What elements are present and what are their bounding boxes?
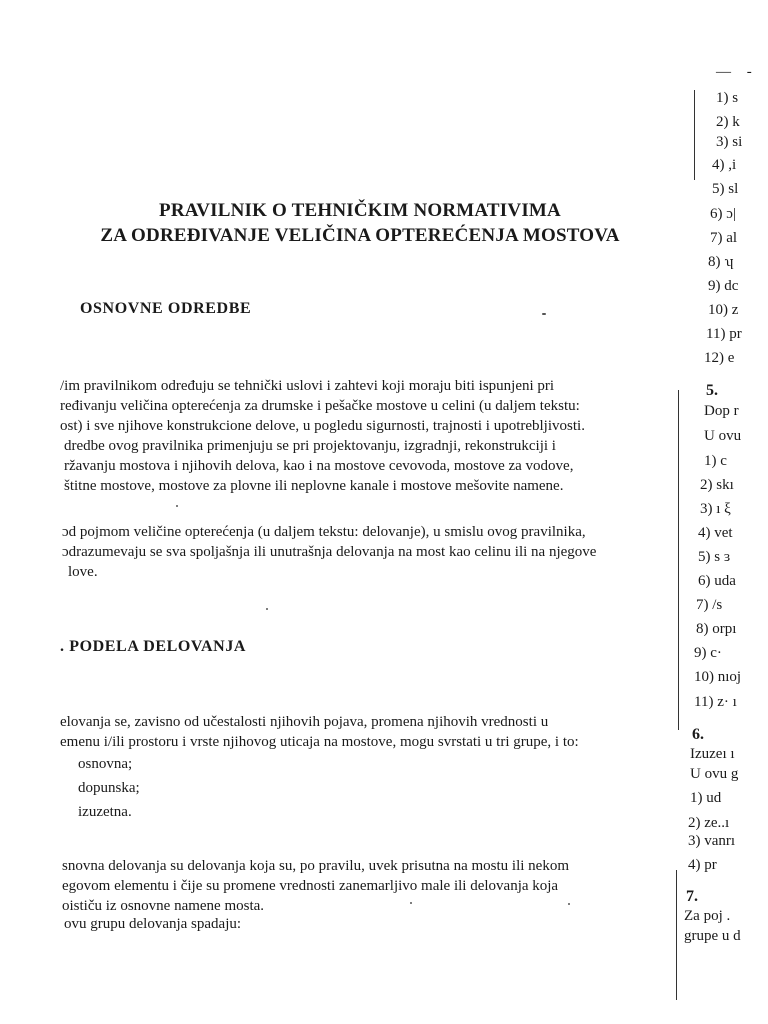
right-list-item: 8) ʮ [708, 254, 734, 270]
paragraph-4-line: elovanja se, zavisno od učestalosti njihovih pojava, promena njihovih vrednosti u [60, 714, 549, 730]
right-list-item: 10) nıoj [694, 669, 742, 685]
document-title-line-2: ZA ODREĐIVANJE VELIČINA OPTEREĆENJA MOSTOVA [100, 225, 620, 246]
right-list-item: 1) c [704, 453, 727, 469]
paragraph-5-line: egovom elementu i čije su promene vrednosti zanemarljivo male ili delovanja koja [62, 878, 559, 894]
group-item: dopunska; [78, 780, 140, 796]
section-heading-osnovne-odredbe: OSNOVNE ODREDBE [80, 300, 252, 317]
right-list-item: 11) z· ı [694, 694, 737, 710]
paragraph-1-line: ređivanju veličina opterećenja za drumske i pešačke mostove u celini (u daljem tekstu: [60, 398, 580, 414]
right-list-item: Dop r [704, 403, 739, 419]
scan-speck [542, 313, 546, 315]
document-title-line-1: PRAVILNIK O TEHNIČKIM NORMATIVIMA [159, 200, 561, 221]
scan-speck [266, 608, 268, 610]
right-list-item: 5) s ɜ [698, 549, 731, 565]
paragraph-5-line: oističu iz osnovne namene mosta. [62, 898, 265, 914]
right-list-item: 9) c· [694, 645, 722, 661]
scan-speck [410, 902, 412, 904]
right-list-item: 9) dc [708, 278, 739, 294]
right-article-number: 5. [706, 382, 718, 399]
right-list-item: 5) sl [712, 181, 739, 197]
paragraph-2-line: ržavanju mostova i njihovih delova, kao i na mostove cevovoda, mostove za vodove, [64, 458, 574, 474]
right-list-item: 11) pr [706, 326, 742, 342]
right-list-item: 2) ze..ı [688, 815, 730, 831]
scan-speck [568, 903, 570, 905]
right-list-item: 2) skı [700, 477, 734, 493]
right-article-number: 7. [686, 888, 698, 905]
paragraph-4-line: emenu i/ili prostoru i vrste njihovog uticaja na mostove, mogu svrstati u tri grupe, i to: [60, 734, 579, 750]
right-list-item: 2) k [716, 114, 740, 130]
paragraph-2-line: štitne mostove, mostove za plovne ili neplovne kanale i mostove mešovite namene. [64, 478, 564, 494]
page-fold-line [694, 90, 695, 180]
right-list-item: 1) ud [690, 790, 722, 806]
paragraph-3-line: ɔd pojmom veličine opterećenja (u daljem tekstu: delovanje), u smislu ovog pravilnika, [62, 524, 586, 540]
right-list-item: 6) uda [698, 573, 736, 589]
paragraph-3-line: love. [68, 564, 98, 580]
right-list-item: grupe u d [684, 928, 741, 944]
page-fold-line [676, 870, 677, 1000]
right-list-item: 8) orpı [696, 621, 737, 637]
paragraph-1-line: ost) i sve njihove konstrukcione delove, u pogledu sigurnosti, trajnosti i upotrebljivosti. [60, 418, 585, 434]
right-list-item: Izuzeı ı [690, 746, 735, 762]
right-list-item: U ovu g [690, 766, 739, 782]
right-list-item: 4) ,i [712, 157, 737, 173]
group-item: izuzetna. [78, 804, 132, 820]
paragraph-3-line: ɔdrazumevaju se sva spoljašnja ili unutrašnja delovanja na most kao celinu ili na njegove [62, 544, 597, 560]
right-list-item: U ovu [704, 428, 742, 444]
right-list-item: 6) ɔ| [710, 206, 736, 222]
right-list-item: 3) si [716, 134, 743, 150]
paragraph-5-line: snovna delovanja su delovanja koja su, po pravilu, uvek prisutna na mostu ili nekom [62, 858, 569, 874]
page-fold-line [678, 390, 679, 730]
right-list-item: 7) al [710, 230, 738, 246]
right-list-item: 10) z [708, 302, 739, 318]
paragraph-1-line: /im pravilnikom određuju se tehnički uslovi i zahtevi koji moraju biti ispunjeni pri [60, 378, 555, 394]
right-list-item: 7) /s [696, 597, 723, 613]
right-list-item: 3) vanrı [688, 833, 736, 849]
right-list-item: 1) s [716, 90, 739, 106]
right-list-item: 3) ı ξ [700, 501, 731, 517]
section-heading-podela-delovanja: . PODELA DELOVANJA [60, 638, 247, 655]
right-list-item: 12) e [704, 350, 735, 366]
right-list-item: 4) pr [688, 857, 717, 873]
paragraph-6: ovu grupu delovanja spadaju: [64, 916, 242, 932]
adjacent-page-strip [676, 0, 768, 1024]
right-list-item: Za poj . [684, 908, 731, 924]
right-article-number: 6. [692, 726, 704, 743]
scan-speck [176, 505, 178, 507]
right-list-item: 4) vet [698, 525, 733, 541]
paragraph-2-line: dredbe ovog pravilnika primenjuju se pri projektovanju, izgradnji, rekonstrukciji i [64, 438, 556, 454]
dash-marks: — - [716, 64, 758, 80]
group-item: osnovna; [78, 756, 133, 772]
